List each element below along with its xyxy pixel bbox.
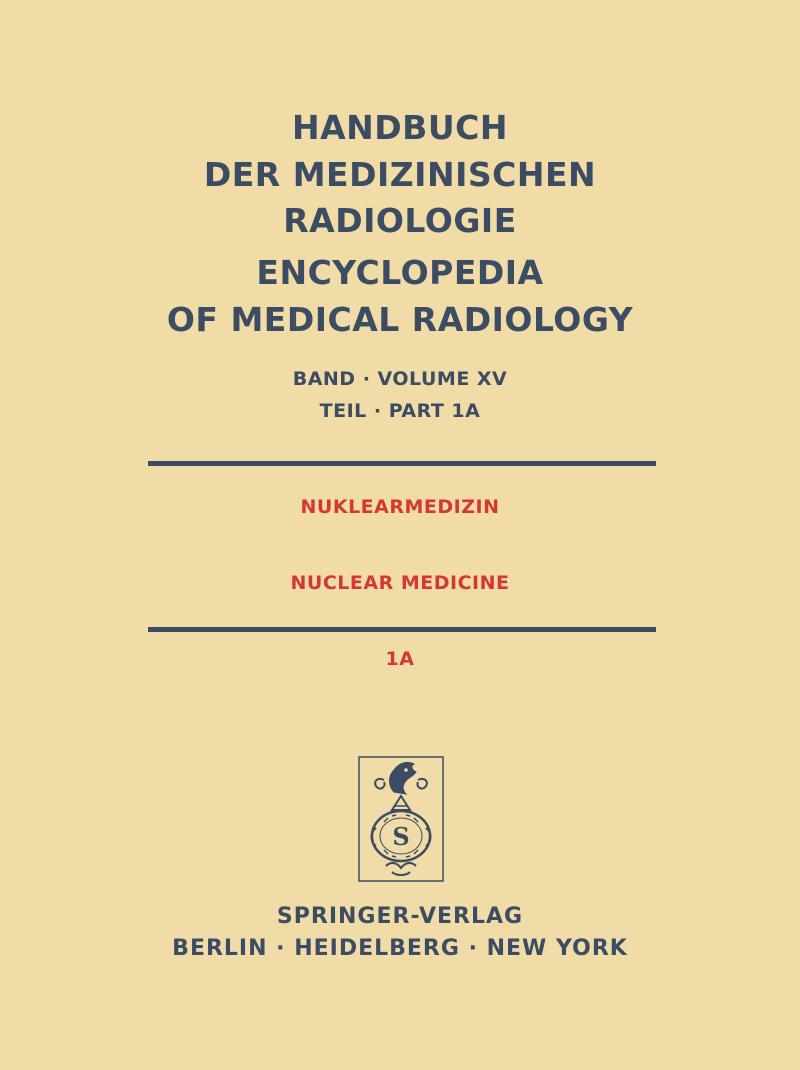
title-de-line-2: DER MEDIZINISCHEN [203,155,597,194]
top-rule [148,461,656,466]
bottom-rule [148,627,656,632]
subject-de: NUKLEARMEDIZIN [300,496,500,518]
springer-chess-knight-emblem-icon [358,756,444,882]
part-number: 1A [385,648,415,670]
title-en-line-1: ENCYCLOPEDIA [256,253,544,292]
subject-en: NUCLEAR MEDICINE [290,572,510,594]
publisher-cities: BERLIN · HEIDELBERG · NEW YORK [172,936,628,961]
publisher-name: SPRINGER-VERLAG [276,904,524,929]
logo-monogram: S [392,822,410,851]
title-en-line-2: OF MEDICAL RADIOLOGY [166,300,634,339]
title-de-line-1: HANDBUCH [292,108,508,147]
volume-label: BAND · VOLUME XV [292,368,508,390]
title-de-line-3: RADIOLOGIE [283,201,517,240]
part-label: TEIL · PART 1A [319,400,481,422]
